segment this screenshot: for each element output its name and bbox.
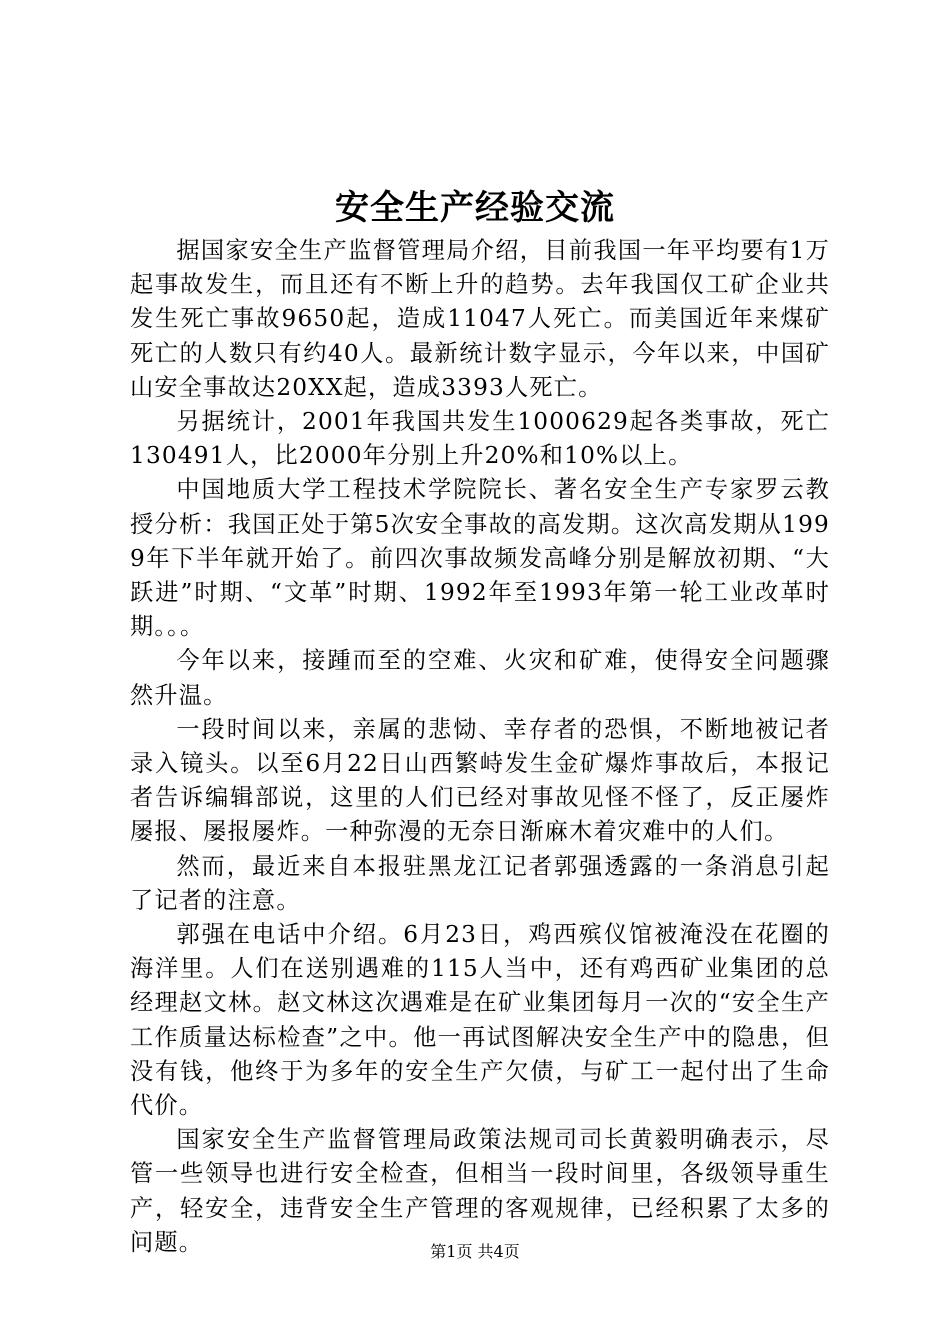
paragraph-5: 一段时间以来，亲属的悲恸、幸存者的恐惧，不断地被记者录入镜头。以至6月22日山西繁峙发生金矿爆炸事故后，本报记者告诉编辑部说，这里的人们已经对事故见怪不怪了，反正屡炸屡报、屡报屡炸。一种弥漫的无奈日渐麻木着灾难中的人们。: [130, 715, 830, 846]
document-title: 安全生产经验交流: [335, 188, 615, 228]
paragraph-2: 另据统计，2001年我国共发生1000629起各类事故，死亡130491人，比2000年分别上升20%和10%以上。: [130, 408, 830, 470]
paragraph-1: 据国家安全生产监督管理局介绍，目前我国一年平均要有1万起事故发生，而且还有不断上升的趋势。去年我国仅工矿企业共发生死亡事故9650起，造成11047人死亡。而美国近年来煤矿死亡的人数只有约40人。最新统计数字显示，今年以来，中国矿山安全事故达20XX起，造成3393人死亡。: [130, 237, 830, 401]
paragraph-8: 国家安全生产监督管理局政策法规司司长黄毅明确表示，尽管一些领导也进行安全检查，但相当一段时间里，各级领导重生产，轻安全，违背安全生产管理的客观规律，已经积累了太多的问题。: [130, 1126, 830, 1256]
paragraph-6: 然而，最近来自本报驻黑龙江记者郭强透露的一条消息引起了记者的注意。: [130, 852, 830, 914]
paragraph-3: 中国地质大学工程技术学院院长、著名安全生产专家罗云教授分析：我国正处于第5次安全事故的高发期。这次高发期从1999年下半年就开始了。前四次事故频发高峰分别是解放初期、“大跃进”时期、“文革”时期、1992年至1993年第一轮工业改革时期。。。: [130, 476, 830, 641]
paragraph-4: 今年以来，接踵而至的空难、火灾和矿难，使得安全问题骤然升温。: [130, 647, 830, 709]
document-body: [130, 234, 830, 1260]
page-number-footer: 第1页 共4页: [430, 1242, 520, 1261]
paragraph-7: 郭强在电话中介绍。6月23日，鸡西殡仪馆被淹没在花圈的海洋里。人们在送别遇难的115人当中，还有鸡西矿业集团的总经理赵文林。赵文林这次遇难是在矿业集团每月一次的“安全生产工作质量达标检查”之中。他一再试图解决安全生产中的隐患，但没有钱，他终于为多年的安全生产欠债，与矿工一起付出了生命代价。: [130, 921, 830, 1120]
